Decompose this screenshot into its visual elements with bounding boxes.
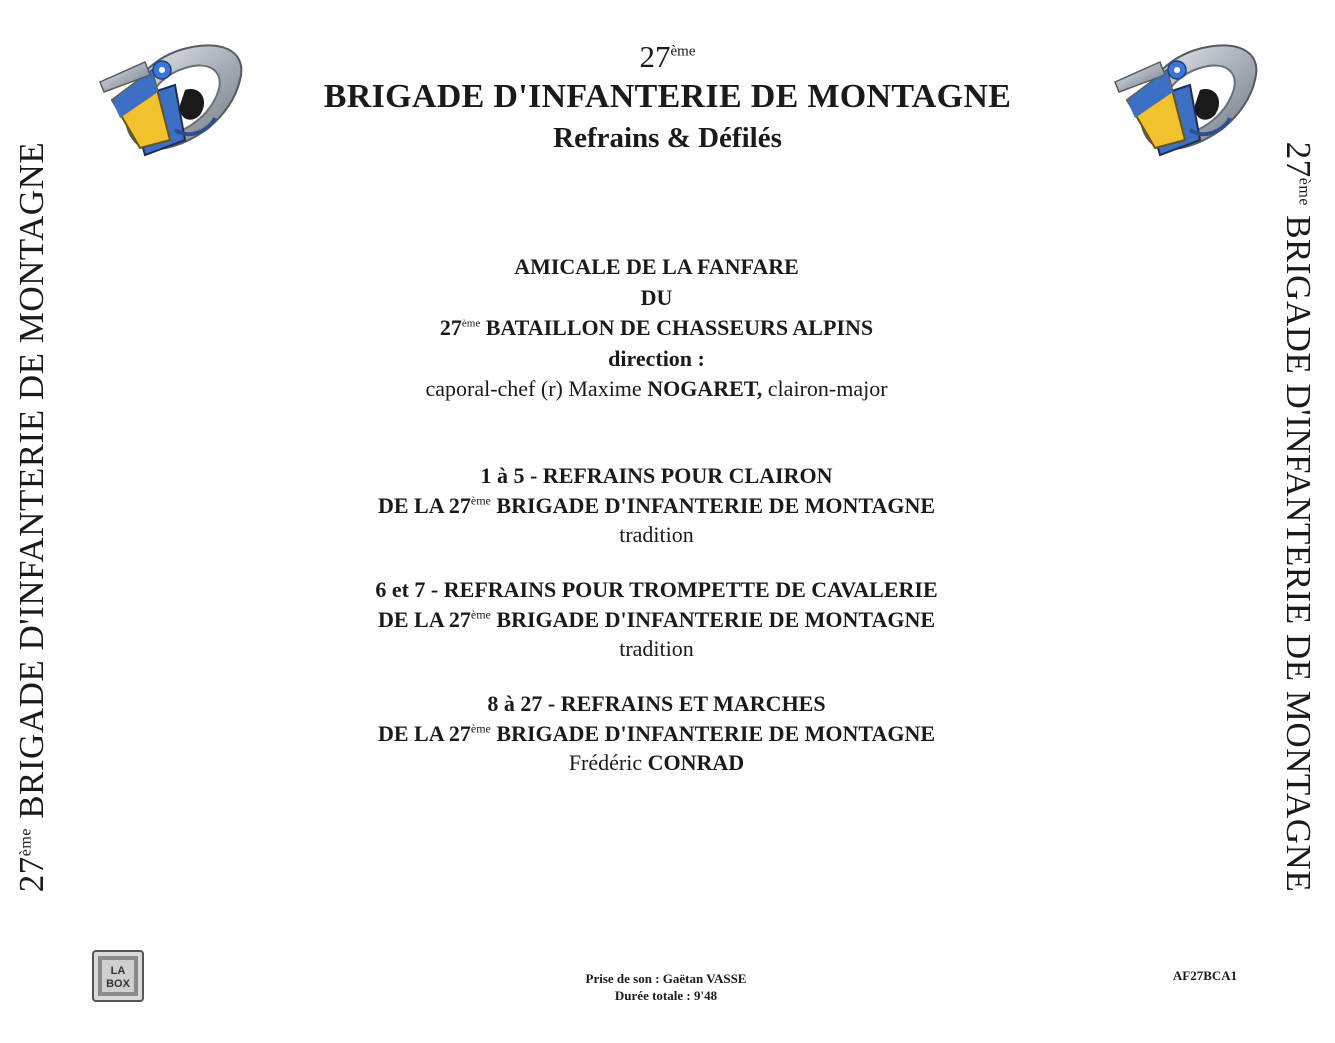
album-subtitle: Refrains & Défilés — [553, 122, 782, 154]
spine-number: 27 — [1279, 141, 1318, 178]
header-number-suffix: ème — [670, 43, 696, 60]
spine-number: 27 — [12, 856, 51, 893]
track-group-credit: tradition — [619, 636, 694, 661]
subheading-post: BRIGADE D'INFANTERIE DE MONTAGNE — [490, 492, 936, 518]
director-role: clairon-major — [762, 376, 888, 401]
amicale-number: 27 — [439, 315, 462, 340]
subheading-suffix: ème — [470, 493, 491, 508]
album-title: BRIGADE D'INFANTERIE DE MONTAGNE — [323, 78, 1012, 115]
composer-first-name: Frédéric — [568, 750, 648, 775]
svg-text:BOX: BOX — [106, 978, 130, 990]
track-group-subheading — [200, 719, 1113, 749]
amicale-line-2: DU — [640, 284, 673, 310]
footer-credits — [500, 970, 832, 1004]
track-group-2 — [200, 575, 1113, 664]
subheading-suffix: ème — [470, 721, 491, 736]
performer-credits — [200, 252, 1113, 405]
header-number — [200, 38, 1135, 76]
subheading-suffix: ème — [470, 607, 491, 622]
spine-suffix: ème — [1295, 177, 1313, 206]
composer-surname: CONRAD — [647, 750, 745, 775]
recording-credit: Prise de son : Gaëtan VASSE — [585, 971, 747, 986]
spine-title: BRIGADE D'INFANTERIE DE MONTAGNE — [1279, 215, 1318, 893]
amicale-line-5 — [200, 374, 1113, 405]
subheading-pre: DE LA 27 — [377, 492, 471, 518]
amicale-line-4: direction : — [608, 345, 705, 371]
track-group-credit: tradition — [619, 522, 694, 547]
track-group-heading: 8 à 27 - REFRAINS ET MARCHES — [487, 691, 826, 716]
label-logo-icon — [92, 950, 144, 1002]
subheading-post: BRIGADE D'INFANTERIE DE MONTAGNE — [490, 606, 936, 632]
header-number-value: 27 — [639, 39, 671, 74]
track-group-3 — [200, 689, 1113, 778]
track-group-subheading — [200, 605, 1113, 635]
spine-suffix: ème — [17, 828, 35, 857]
spine-title: BRIGADE D'INFANTERIE DE MONTAGNE — [12, 141, 51, 819]
amicale-line-3 — [200, 313, 1113, 344]
subheading-pre: DE LA 27 — [377, 606, 471, 632]
subheading-post: BRIGADE D'INFANTERIE DE MONTAGNE — [490, 720, 936, 746]
total-duration: Durée totale : 9'48 — [614, 988, 718, 1003]
left-spine-title — [12, 142, 52, 892]
amicale-line-1: AMICALE DE LA FANFARE — [514, 254, 799, 279]
track-group-heading: 1 à 5 - REFRAINS POUR CLAIRON — [480, 463, 833, 488]
album-header — [200, 38, 1135, 158]
track-group-credit — [200, 748, 1113, 778]
director-surname: NOGARET, — [647, 376, 763, 401]
subheading-pre: DE LA 27 — [377, 720, 471, 746]
catalog-number: AF27BCA1 — [1172, 968, 1238, 983]
track-group-subheading — [200, 491, 1113, 521]
director-rank: caporal-chef (r) Maxime — [425, 376, 648, 401]
amicale-battalion: BATAILLON DE CHASSEURS ALPINS — [480, 315, 874, 340]
track-group-1 — [200, 461, 1113, 550]
right-spine-title — [1278, 142, 1318, 892]
svg-text:LA: LA — [110, 965, 126, 977]
amicale-number-suffix: ème — [461, 317, 481, 330]
track-group-heading: 6 et 7 - REFRAINS POUR TROMPETTE DE CAVALERIE — [375, 577, 938, 602]
